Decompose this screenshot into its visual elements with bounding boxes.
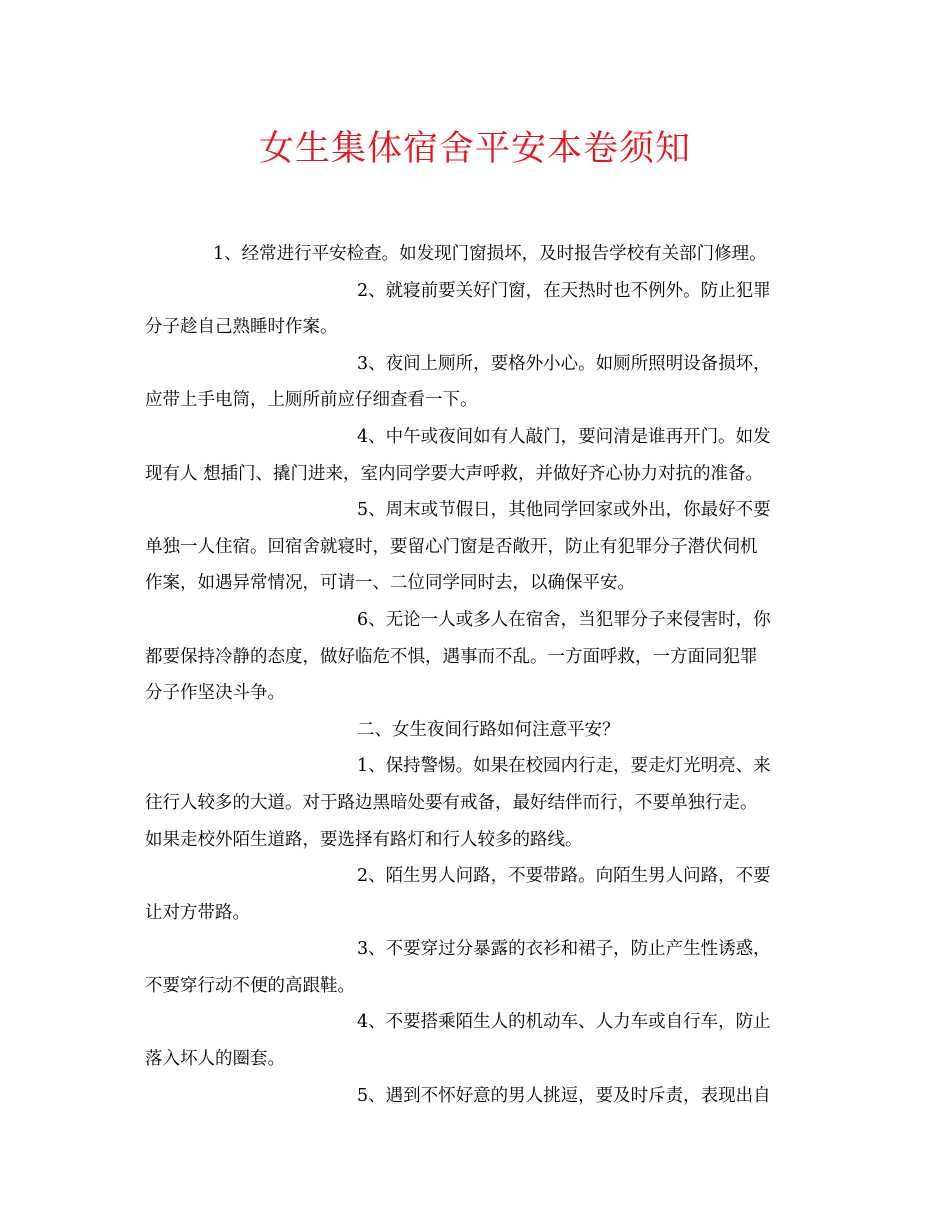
paragraph — [145, 602, 805, 712]
paragraph-line: 现有人 想插门、撬门进来，室内同学要大声呼救，并做好齐心协力对抗的准备。 — [145, 463, 764, 484]
paragraph-line: 1、经常进行平安检查。如发现门窗损坏，及时报告学校有关部门修理。 — [213, 244, 767, 264]
paragraph — [145, 1078, 805, 1115]
paragraph — [145, 1004, 805, 1077]
paragraph-line: 不要穿行动不便的高跟鞋。 — [145, 975, 355, 996]
paragraph-line: 4、不要搭乘陌生人的机动车、人力车或自行车，防止 — [357, 1012, 771, 1033]
paragraph — [145, 236, 805, 273]
paragraph-line: 3、夜间上厕所，要格外小心。如厕所照明设备损坏， — [357, 353, 771, 374]
paragraph — [145, 419, 805, 492]
paragraph — [145, 748, 805, 858]
paragraph — [145, 492, 805, 602]
paragraph-line: 分子作坚决斗争。 — [145, 683, 285, 704]
paragraph-line: 作案，如遇异常情况，可请一、二位同学同时去，以确保平安。 — [145, 573, 635, 594]
paragraph-line: 6、无论一人或多人在宿舍，当犯罪分子来侵害时，你 — [357, 609, 771, 630]
paragraph — [145, 346, 805, 419]
paragraph-line: 单独一人住宿。回宿舍就寝时，要留心门窗是否敞开，防止有犯罪分子潜伏伺机 — [145, 536, 758, 557]
paragraph-line: 如果走校外陌生道路，要选择有路灯和行人较多的路线。 — [145, 829, 583, 850]
paragraph-line: 1、保持警惕。如果在校园内行走，要走灯光明亮、来 — [357, 756, 771, 777]
paragraph — [145, 712, 805, 749]
paragraph — [145, 858, 805, 931]
paragraph-line: 让对方带路。 — [145, 902, 250, 923]
paragraph-line: 应带上手电筒，上厕所前应仔细查看一下。 — [145, 390, 478, 411]
document-title: 女生集体宿舍平安本卷须知 — [258, 129, 691, 169]
paragraph-line: 二、女生夜间行路如何注意平安？ — [357, 719, 620, 740]
paragraph-line: 5、周末或节假日，其他同学回家或外出，你最好不要 — [357, 500, 771, 521]
paragraph-line: 4、中午或夜间如有人敲门，要问清是谁再开门。如发 — [357, 426, 771, 447]
paragraph-line: 2、陌生男人问路，不要带路。向陌生男人问路，不要 — [357, 866, 771, 887]
paragraph-line: 往行人较多的大道。对于路边黑暗处要有戒备，最好结伴而行，不要单独行走。 — [145, 792, 758, 813]
paragraph-line: 2、就寝前要关好门窗，在天热时也不例外。防止犯罪 — [357, 280, 771, 301]
paragraph-line: 落入坏人的圈套。 — [145, 1049, 285, 1070]
paragraph-line: 都要保持冷静的态度，做好临危不惧，遇事而不乱。一方面呼救，一方面同犯罪 — [145, 646, 758, 667]
paragraph — [145, 931, 805, 1004]
paragraph-line: 分子趁自己熟睡时作案。 — [145, 317, 338, 338]
paragraph — [145, 273, 805, 346]
paragraph-line: 3、不要穿过分暴露的衣衫和裙子，防止产生性诱惑， — [357, 939, 771, 960]
paragraph-line: 5、遇到不怀好意的男人挑逗，要及时斥责，表现出自 — [357, 1085, 771, 1106]
document-body — [145, 236, 805, 1114]
